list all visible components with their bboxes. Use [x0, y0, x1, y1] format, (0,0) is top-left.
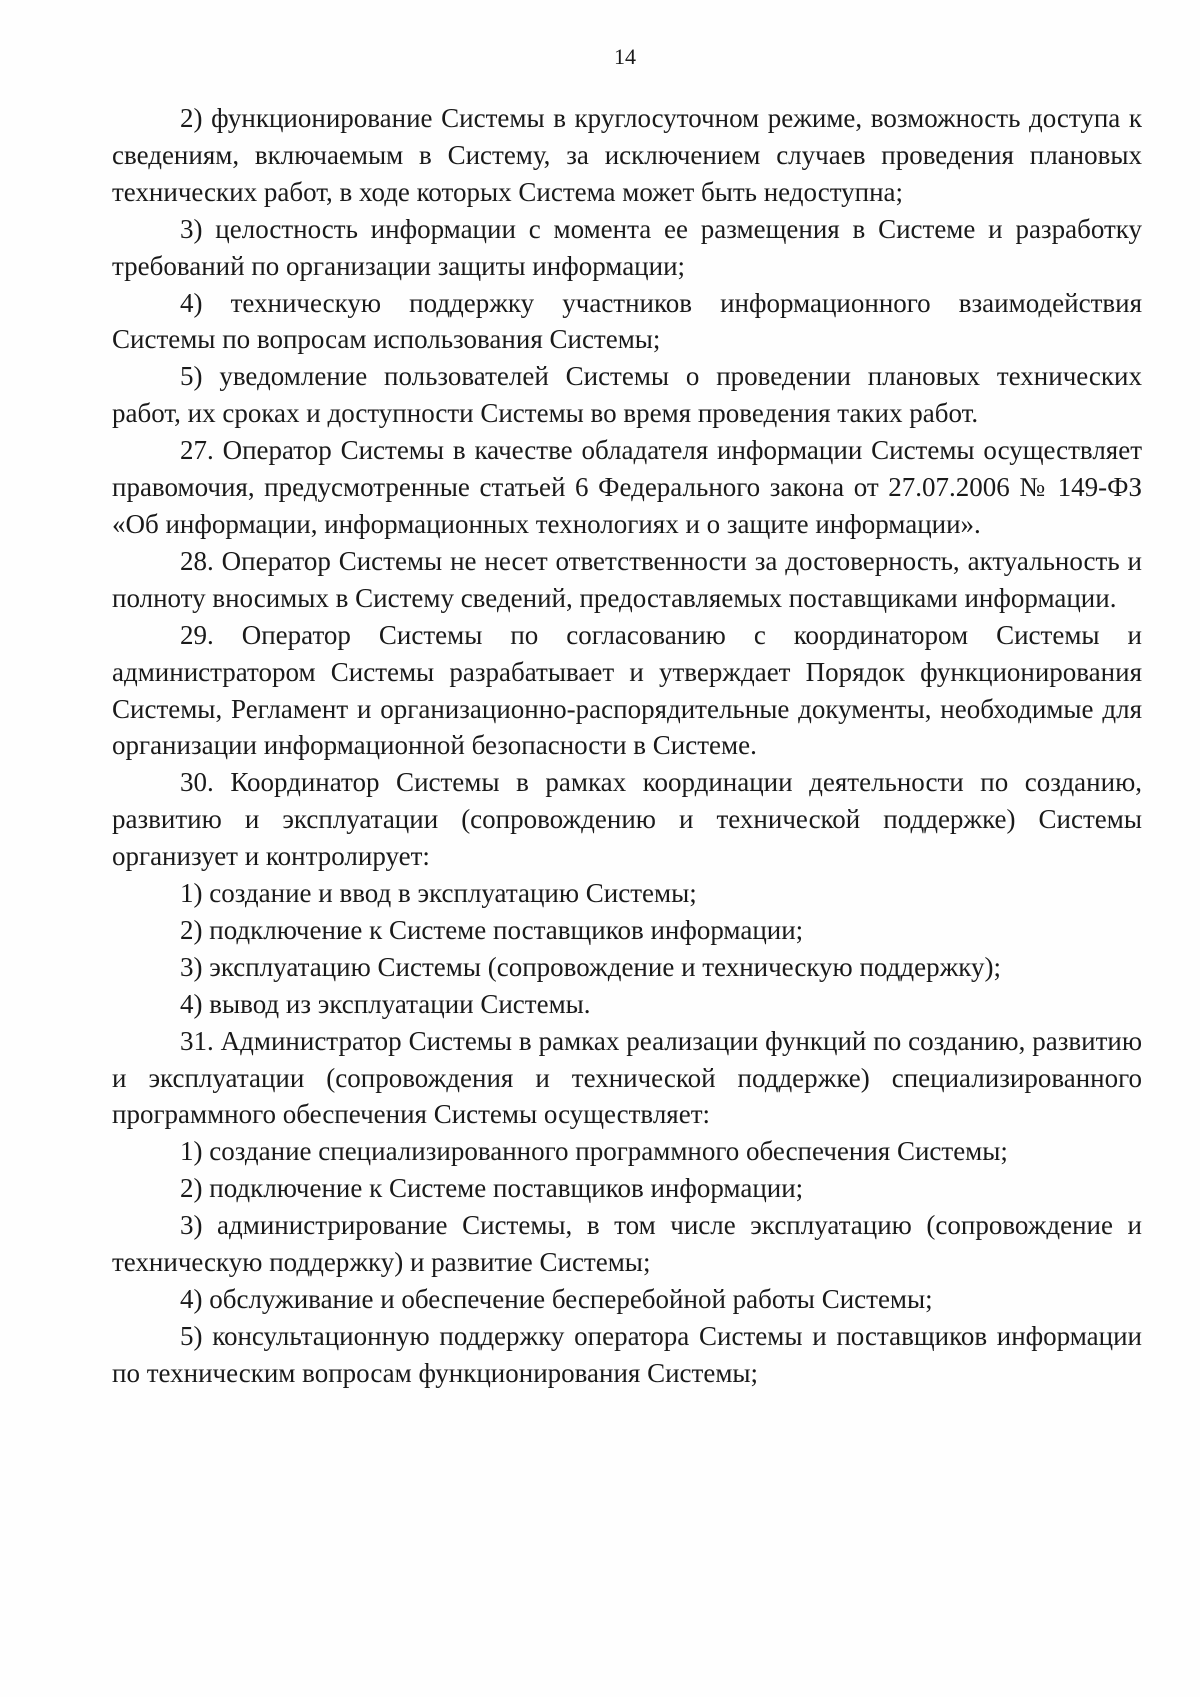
paragraph-item-2-functioning: 2) функционирование Системы в круглосуточном режиме, возможность доступа к сведениям, включаемым в Систему, за исключением случаев проведения плановых технических работ, в ходе которых Система может быть недоступна; [112, 103, 1142, 207]
paragraph-clause-30-item-1: 1) создание и ввод в эксплуатацию Системы; [180, 878, 697, 909]
paragraph-clause-30-item-4: 4) вывод из эксплуатации Системы. [180, 988, 591, 1019]
paragraph-clause-27: 27. Оператор Системы в качестве обладателя информации Системы осуществляет правомочия, предусмотренные статьей 6 Федерального закона от 27.07.2006 № 149-ФЗ «Об информации, информационных технологиях и о защите информации». [112, 435, 1142, 539]
paragraph-clause-30: 30. Координатор Системы в рамках координации деятельности по созданию, развитию и эксплуатации (сопровождению и технической поддержке) Системы организует и контролирует: [112, 767, 1142, 872]
paragraph-clause-31-item-2: 2) подключение к Системе поставщиков информации; [180, 1173, 804, 1204]
paragraph-clause-31-item-1: 1) создание специализированного программного обеспечения Системы; [180, 1136, 1008, 1167]
document-body [112, 100, 1142, 1392]
paragraph-clause-31-item-4: 4) обслуживание и обеспечение бесперебойной работы Системы; [180, 1284, 933, 1314]
paragraph-clause-30-item-2: 2) подключение к Системе поставщиков информации; [180, 914, 804, 945]
paragraph-clause-29: 29. Оператор Системы по согласованию с координатором Системы и администратором Системы разрабатывает и утверждает Порядок функционирования Системы, Регламент и организационно-распорядительные документы, необходимые для организации информационной безопасности в Системе. [112, 619, 1142, 761]
paragraph-clause-30-item-3: 3) эксплуатацию Системы (сопровождение и техническую поддержку); [180, 951, 1001, 982]
paragraph-clause-31-item-3: 3) администрирование Системы, в том числе эксплуатацию (сопровождение и техническую поддержку) и развитие Системы; [112, 1210, 1142, 1278]
paragraph-clause-31-item-5: 5) консультационную поддержку оператора Системы и поставщиков информации по техническим вопросам функционирования Системы; [112, 1320, 1142, 1388]
paragraph-item-4-tech-support: 4) техническую поддержку участников информационного взаимодействия Системы по вопросам использования Системы; [112, 287, 1142, 355]
paragraph-item-5-notification: 5) уведомление пользователей Системы о проведении плановых технических работ, их сроках и доступности Системы во время проведения таких работ. [112, 361, 1142, 429]
paragraph-clause-31: 31. Администратор Системы в рамках реализации функций по созданию, развитию и эксплуатации (сопровождения и технической поддержке) специализированного программного обеспечения Системы осуществляет: [112, 1025, 1142, 1130]
page-number: 14 [614, 44, 636, 69]
paragraph-item-3-integrity: 3) целостность информации с момента ее размещения в Системе и разработку требований по организации защиты информации; [112, 213, 1142, 281]
paragraph-clause-28: 28. Оператор Системы не несет ответственности за достоверность, актуальность и полноту вносимых в Систему сведений, предоставляемых поставщиками информации. [112, 545, 1142, 613]
